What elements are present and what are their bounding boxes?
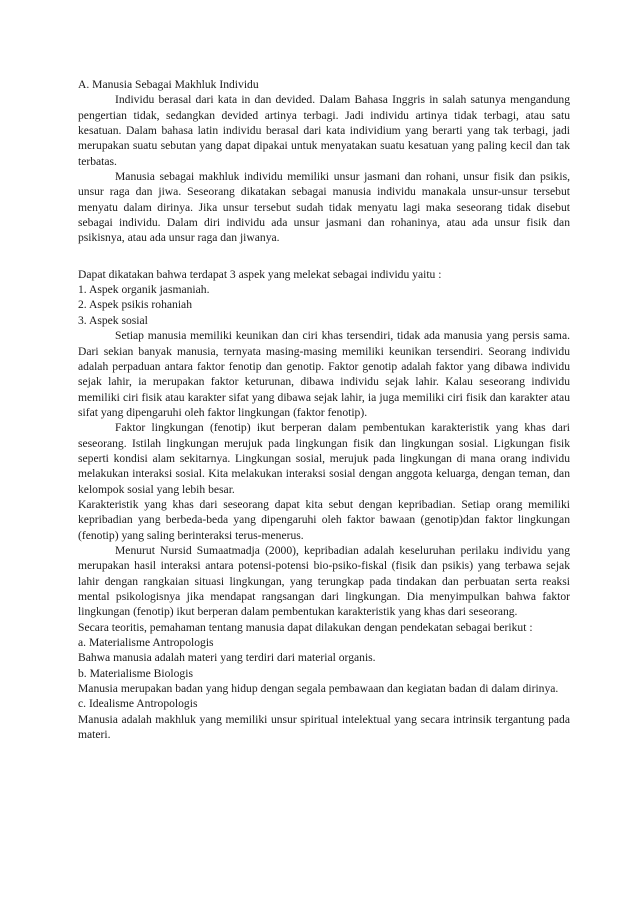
- paragraph-kepribadian: Karakteristik yang khas dari seseorang dapat kita sebut dengan kepribadian. Setiap orang memiliki kepribadian yang berbeda-beda yang dipengaruhi oleh faktor bawaan (genotip)dan faktor lingkungan (fenotip) yang saling berinteraksi terus-menerus.: [78, 497, 570, 542]
- section-heading: A. Manusia Sebagai Makhluk Individu: [78, 78, 259, 91]
- blank-line: [78, 246, 570, 267]
- approach-text: Manusia merupakan badan yang hidup dengan segala pembawaan dan kegiatan badan di dalam dirinya.: [78, 682, 559, 696]
- document-body: [78, 77, 570, 742]
- paragraph-aspects-intro: Dapat dikatakan bahwa terdapat 3 aspek yang melekat sebagai individu yaitu :: [78, 267, 442, 281]
- approach-title: a. Materialisme Antropologis: [78, 636, 214, 650]
- paragraph-keunikan: Setiap manusia memiliki keunikan dan ciri khas tersendiri, tidak ada manusia yang persis sama. Dari sekian banyak manusia, ternyata masing-masing memiliki keunikan tersendiri. Seorang individu adalah perpaduan antara faktor fenotip dan genotip. Faktor genotip adalah faktor yang dibawa individu sejak lahir, ia merupakan faktor keturunan, dibawa individu sejak lahir. Kalau seseorang individu memiliki ciri fisik atau karakter sifat yang dibawa sejak lahir, ia juga memiliki ciri fisik dan karakter atau sifat yang dipengaruhi oleh faktor lingkungan (faktor fenotip).: [78, 329, 570, 419]
- paragraph-manusia-individu: Manusia sebagai makhluk individu memiliki unsur jasmani dan rohani, unsur fisik dan psikis, unsur raga dan jiwa. Seseorang dikatakan sebagai manusia individu manakala unsur-unsur tersebut menyatu dalam dirinya. Jika unsur tersebut sudah tidak menyatu lagi maka seseorang tidak disebut sebagai individu. Dalam diri individu ada unsur jasmani dan rohaninya, atau ada unsur fisik dan psikisnya, atau ada unsur raga dan jiwanya.: [78, 170, 570, 245]
- aspect-item: 2. Aspek psikis rohaniah: [78, 298, 192, 312]
- approach-title: b. Materialisme Biologis: [78, 666, 193, 680]
- paragraph-faktor-lingkungan: Faktor lingkungan (fenotip) ikut berperan dalam pembentukan karakteristik yang khas dari seseorang. Istilah lingkungan merujuk pada lingkungan fisik dan lingkungan sosial. Ligkungan fisik seperti kondisi alam sekitarnya. Lingkungan sosial, merujuk pada lingkungan di mana orang individu melakukan interaksi sosial. Kita melakukan interaksi sosial dengan anggota keluarga, dengan teman, dan kelompok sosial yang lebih besar.: [78, 421, 570, 496]
- paragraph-nursid-sumaatmadja: Menurut Nursid Sumaatmadja (2000), kepribadian adalah keseluruhan perilaku individu yang merupakan hasil interaksi antara potensi-potensi bio-psiko-fiskal (fisik dan psikis) yang terbawa sejak lahir dengan rangkaian situasi lingkungan, yang terungkap pada tindakan dan perbuatan serta reaksi mental psikologisnya jika mendapat rangsangan dari lingkungan. Dia menyimpulkan bahwa faktor lingkungan (fenotip) ikut berperan dalam pembentukan karakteristik yang khas dari seseorang.: [78, 543, 570, 619]
- paragraph-individu-definition: Individu berasal dari kata in dan devided. Dalam Bahasa Inggris in salah satunya mengandung pengertian tidak, sedangkan devided artinya terbagi. Jadi individu artinya tidak terbagi, atau satu kesatuan. Dalam bahasa latin individu berasal dari kata individium yang berarti yang tak terbagi, jadi merupakan suatu sebutan yang dapat dipakai untuk menyatakan suatu kesatuan yang paling kecil dan tak terbatas.: [78, 93, 570, 168]
- approach-title: c. Idealisme Antropologis: [78, 697, 198, 711]
- aspect-item: 3. Aspek sosial: [78, 313, 148, 327]
- approach-text: Manusia adalah makhluk yang memiliki unsur spiritual intelektual yang secara intrinsik tergantung pada materi.: [78, 712, 570, 742]
- paragraph-pendekatan-intro: Secara teoritis, pemahaman tentang manusia dapat dilakukan dengan pendekatan sebagai berikut :: [78, 620, 533, 634]
- approach-text: Bahwa manusia adalah materi yang terdiri dari material organis.: [78, 651, 376, 665]
- aspect-item: 1. Aspek organik jasmaniah.: [78, 283, 210, 297]
